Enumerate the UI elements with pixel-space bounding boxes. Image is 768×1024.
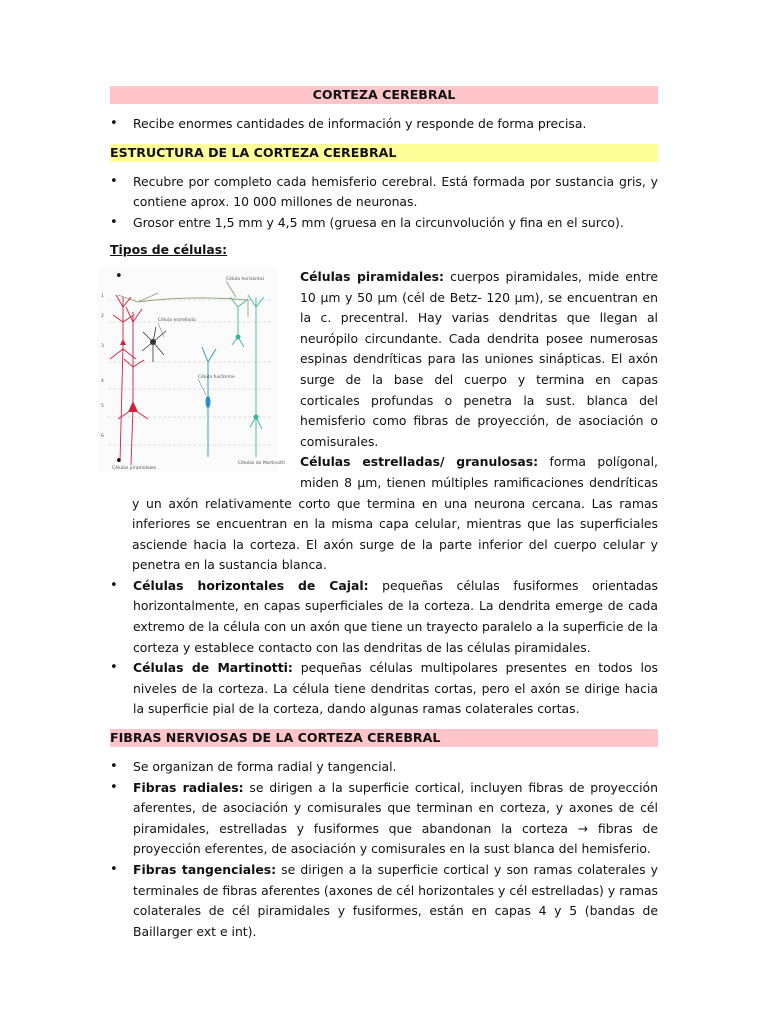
term: Células horizontales de Cajal:	[133, 577, 369, 593]
list-item-tangential	[110, 860, 658, 942]
list-item: • Recubre por completo cada hemisferio cerebral. Está formada por sustancia gris, y contiene aprox. 10 000 millones de neuronas.	[110, 172, 658, 213]
list-item-stellate	[110, 452, 658, 576]
list-item-horizontal	[110, 576, 658, 658]
layer-label: 6	[101, 433, 104, 439]
layer-label: 4	[101, 378, 104, 384]
cell-types-subtitle: Tipos de células:	[110, 242, 228, 258]
section-heading-structure: ESTRUCTURA DE LA CORTEZA CEREBRAL	[110, 144, 658, 162]
term: Células de Martinotti:	[133, 660, 293, 676]
description: forma polígonal, miden 8 µm, tienen múltiples ramificaciones dendríticas y un axón relativamente corto que termina en una neurona cercana. Las ramas inferiores se encuentran en la misma capa celular, mientras que las superficiales asciende hacia la corteza. El axón surge de la parte inferior del cuerpo celular y penetra en la sustancia blanca.	[132, 454, 658, 573]
structure-list	[110, 172, 658, 234]
section-heading-fibers: FIBRAS NERVIOSAS DE LA CORTEZA CEREBRAL	[110, 729, 658, 747]
list-item-radial	[110, 778, 658, 860]
label-star: Célula estrellada	[158, 317, 196, 323]
term: Fibras tangenciales:	[133, 862, 277, 877]
cell-types-section	[101, 267, 658, 720]
label-horizontal: Célula horizontal	[226, 276, 264, 282]
layer-label: 2	[101, 313, 104, 319]
list-item	[110, 757, 658, 778]
layer-label: 5	[101, 403, 104, 409]
description: se dirigen a la superficie cortical y son ramas colaterales y terminales de fibras aferentes (axones de cél horizontales y cél estrelladas) y ramas colaterales de cél piramidales y fusiformes, están en capas 4 y 5 (bandas de Baillarger ext e int).	[133, 862, 658, 939]
page-title: CORTEZA CEREBRAL	[110, 86, 658, 104]
term: Células estrelladas/ granulosas:	[300, 454, 539, 470]
description: cuerpos piramidales, mide entre 10 µm y 50 µm (cél de Betz- 120 µm), se encuentran en la c. precentral. Hay varias dendritas que llegan al neurópilo circundante. Cada dendrita posee numerosas espinas dendríticas para las uniones sinápticas. El axón surge de la base del cuerpo y termina en capas corticales profundas o penetra la sust. blanca del hemisferio como fibras de proyección, de asociación o comisurales.	[300, 268, 658, 449]
cell-types-list	[110, 267, 658, 720]
list-item: • Recibe enormes cantidades de información y responde de forma precisa.	[110, 114, 658, 135]
description: Se organizan de forma radial y tangencial.	[133, 759, 397, 775]
term: Fibras radiales:	[133, 779, 244, 795]
layer-label: 3	[101, 343, 104, 349]
intro-list	[110, 114, 658, 135]
list-item: • Grosor entre 1,5 mm y 4,5 mm (gruesa en la circunvolución y fina en el surco).	[110, 213, 658, 234]
description: pequeñas células multipolares presentes en todos los niveles de la corteza. La célula tiene dendritas cortas, pero el axón se dirige hacia la superficie pial de la corteza, dando algunas ramas colaterales cortas.	[133, 660, 658, 717]
term: Células piramidales:	[300, 268, 445, 284]
layer-label: 1	[101, 293, 104, 299]
description: pequeñas células fusiformes orientadas horizontalmente, en capas superficiales de la corteza. La dendrita emerge de cada extremo de la célula con un axón que tiene un trayecto paralelo a la superficie de la corteza y establece contacto con las dendritas de las células piramidales.	[133, 577, 658, 655]
fibers-list	[110, 757, 658, 942]
label-martinotti: Células de Martinotti	[238, 460, 285, 466]
label-pyramidal: Células piramidales	[112, 465, 157, 471]
label-fusiform: Célula fusiforme	[198, 374, 235, 380]
list-item-pyramidal	[110, 267, 658, 452]
description: se dirigen a la superficie cortical, incluyen fibras de proyección aferentes, de asociación y comisurales que terminan en corteza, y axones de cél piramidales, estrelladas y fusiformes que abandonan la corteza → fibras de proyección eferentes, de asociación y comisurales en la sust blanca del hemisferio.	[133, 779, 658, 857]
document-page	[101, 86, 658, 942]
list-item-martinotti	[110, 658, 658, 720]
